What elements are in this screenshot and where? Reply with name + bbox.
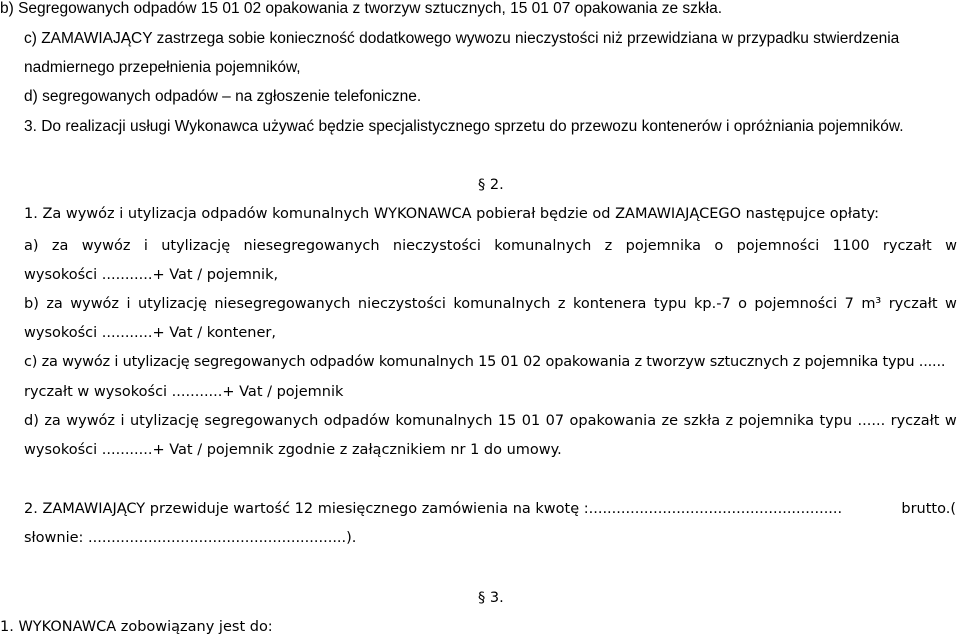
item-b-line1 [24,295,957,313]
item-a-line1 [24,237,957,255]
word: o [714,238,724,254]
word: za [44,413,61,429]
word: 07 [545,413,565,429]
word: 7 [844,296,854,312]
word: w [944,413,957,429]
point-2-line1-left: 2. ZAMAWIAJĄCY przewiduje wartość 12 miesięcznego zamówienia na kwotę :....................................................... [24,501,843,517]
word: ...... [857,413,886,429]
word: z [604,238,613,254]
word: wywóz [81,238,131,254]
section-heading-3: § 3. [478,590,504,606]
word: i [126,296,131,312]
word: utylizację [129,413,199,429]
word: niesegregowanych [214,296,351,312]
word: w [944,296,957,312]
word: szkła [683,413,721,429]
word: segregowanych [204,413,319,429]
word: z [725,413,734,429]
word: komunalnych [395,413,493,429]
word: i [143,238,148,254]
word: pojemnika [625,238,702,254]
section3-point-1: 1. WYKONAWCA zobowiązany jest do: [0,619,273,635]
word: z [557,296,566,312]
word: pojemnika [738,413,814,429]
item-d-line2: wysokości ...........+ Vat / pojemnik zgodnie z załącznikiem nr 1 do umowy. [24,442,562,458]
word: w [945,238,957,254]
word: o [738,296,747,312]
word: wywóz [70,296,120,312]
word: utylizację [137,296,207,312]
point-2-line1-right: brutto.( [901,501,956,517]
item-c-line2: ryczałt w wysokości ...........+ Vat / pojemnik [24,384,344,400]
item-a-line2: wysokości ...........+ Vat / pojemnik, [24,267,279,283]
point-2-line2: słownie: ........................................................). [24,530,357,546]
word: ryczałt [882,238,932,254]
word: za [51,238,69,254]
section2-intro: 1. Za wywóz i utylizacja odpadów komunalnych WYKONAWCA pobierał będzie od ZAMAWIAJĄCEGO następujce opłaty: [24,206,879,222]
word: b) [24,296,39,312]
word: za [46,296,63,312]
word: niesegregowanych [243,238,380,254]
word: pojemności [754,296,838,312]
word: typu [653,296,687,312]
word: kontenera [572,296,647,312]
item-c-line1: c) za wywóz i utylizację segregowanych odpadów komunalnych 15 01 02 opakowania z tworzyw sztucznych z pojemnika typu ...... [24,354,946,370]
word: pojemności [736,238,820,254]
word: ze [661,413,679,429]
word: opakowania [569,413,657,429]
word: 1100 [832,238,870,254]
word: kp.-7 [694,296,731,312]
word: 15 [497,413,517,429]
text-line-c1: c) ZAMAWIAJĄCY zastrzega sobie konieczność dodatkowego wywozu nieczystości niż przewidziana w przypadku stwierdzenia [24,30,900,47]
item-b-line2: wysokości ...........+ Vat / kontener, [24,325,276,341]
word: a) [24,238,39,254]
word: utylizację [161,238,231,254]
text-line-d: d) segregowanych odpadów – na zgłoszenie telefoniczne. [24,88,422,105]
word: typu [819,413,853,429]
word: nieczystości [392,238,481,254]
word: odpadów [323,413,390,429]
word: m³ [861,296,882,312]
word: ryczałt [890,413,940,429]
text-line-b: b) Segregowanych odpadów 15 01 02 opakowania z tworzyw sztucznych, 15 01 07 opakowania ze szkła. [0,0,723,17]
word: nieczystości [357,296,446,312]
word: wywóz [66,413,116,429]
section-heading-2: § 2. [478,177,504,193]
word: d) [24,413,39,429]
text-point-3: 3. Do realizacji usługi Wykonawca używać będzie specjalistycznego sprzetu do przewozu kontenerów i opróżniania pojemników. [24,118,904,135]
word: ryczałt [888,296,938,312]
text-line-c2: nadmiernego przepełnienia pojemników, [24,59,301,76]
word: 01 [521,413,541,429]
word: komunalnych [494,238,592,254]
word: komunalnych [453,296,551,312]
word: i [120,413,125,429]
item-d-line1 [24,412,957,430]
